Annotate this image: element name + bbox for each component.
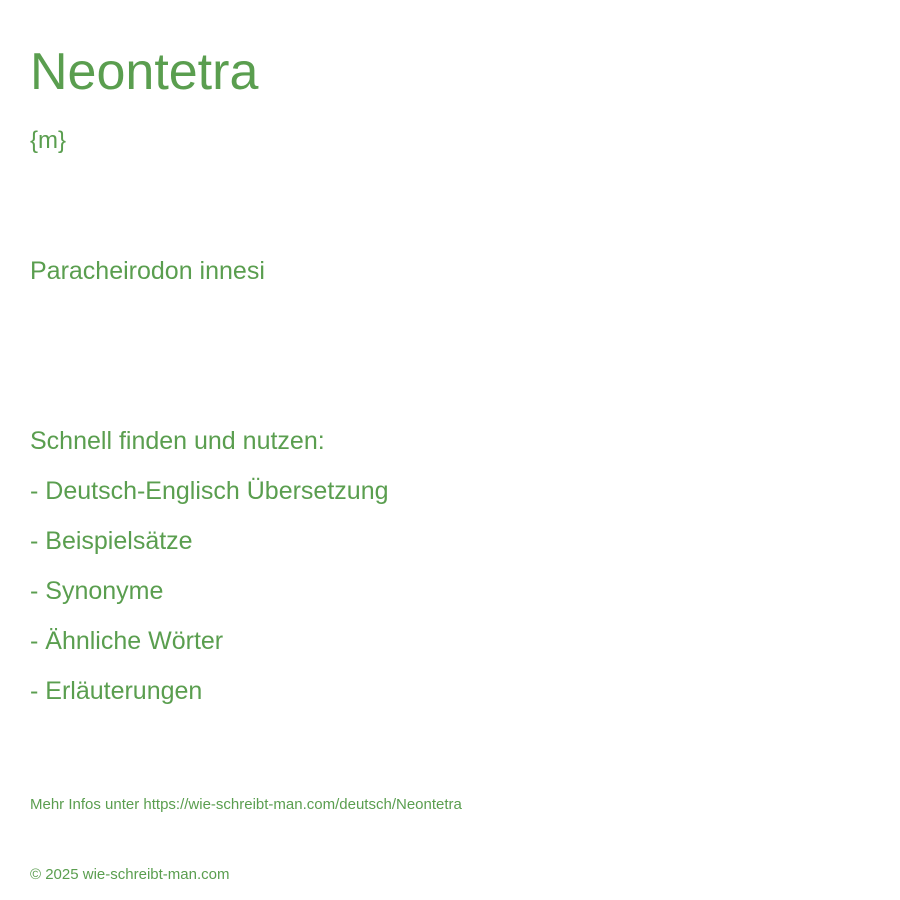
feature-item-similar-words: - Ähnliche Wörter [30,627,224,655]
copyright-text: © 2025 wie-schreibt-man.com [30,866,230,883]
feature-item-explanations: - Erläuterungen [30,677,203,705]
feature-list [30,476,389,726]
page-title: Neontetra [30,43,259,101]
feature-item-synonyms: - Synonyme [30,577,164,605]
quick-access-heading: Schnell finden und nutzen: [30,427,325,455]
gender-tag: {m} [30,127,67,154]
more-info-text: Mehr Infos unter https://wie-schreibt-man.com/deutsch/Neontetra [30,796,462,813]
page [30,0,870,900]
feature-item-translation: - Deutsch-Englisch Übersetzung [30,477,389,505]
feature-item-example-sentences: - Beispielsätze [30,527,193,555]
latin-name: Paracheirodon innesi [30,257,265,285]
